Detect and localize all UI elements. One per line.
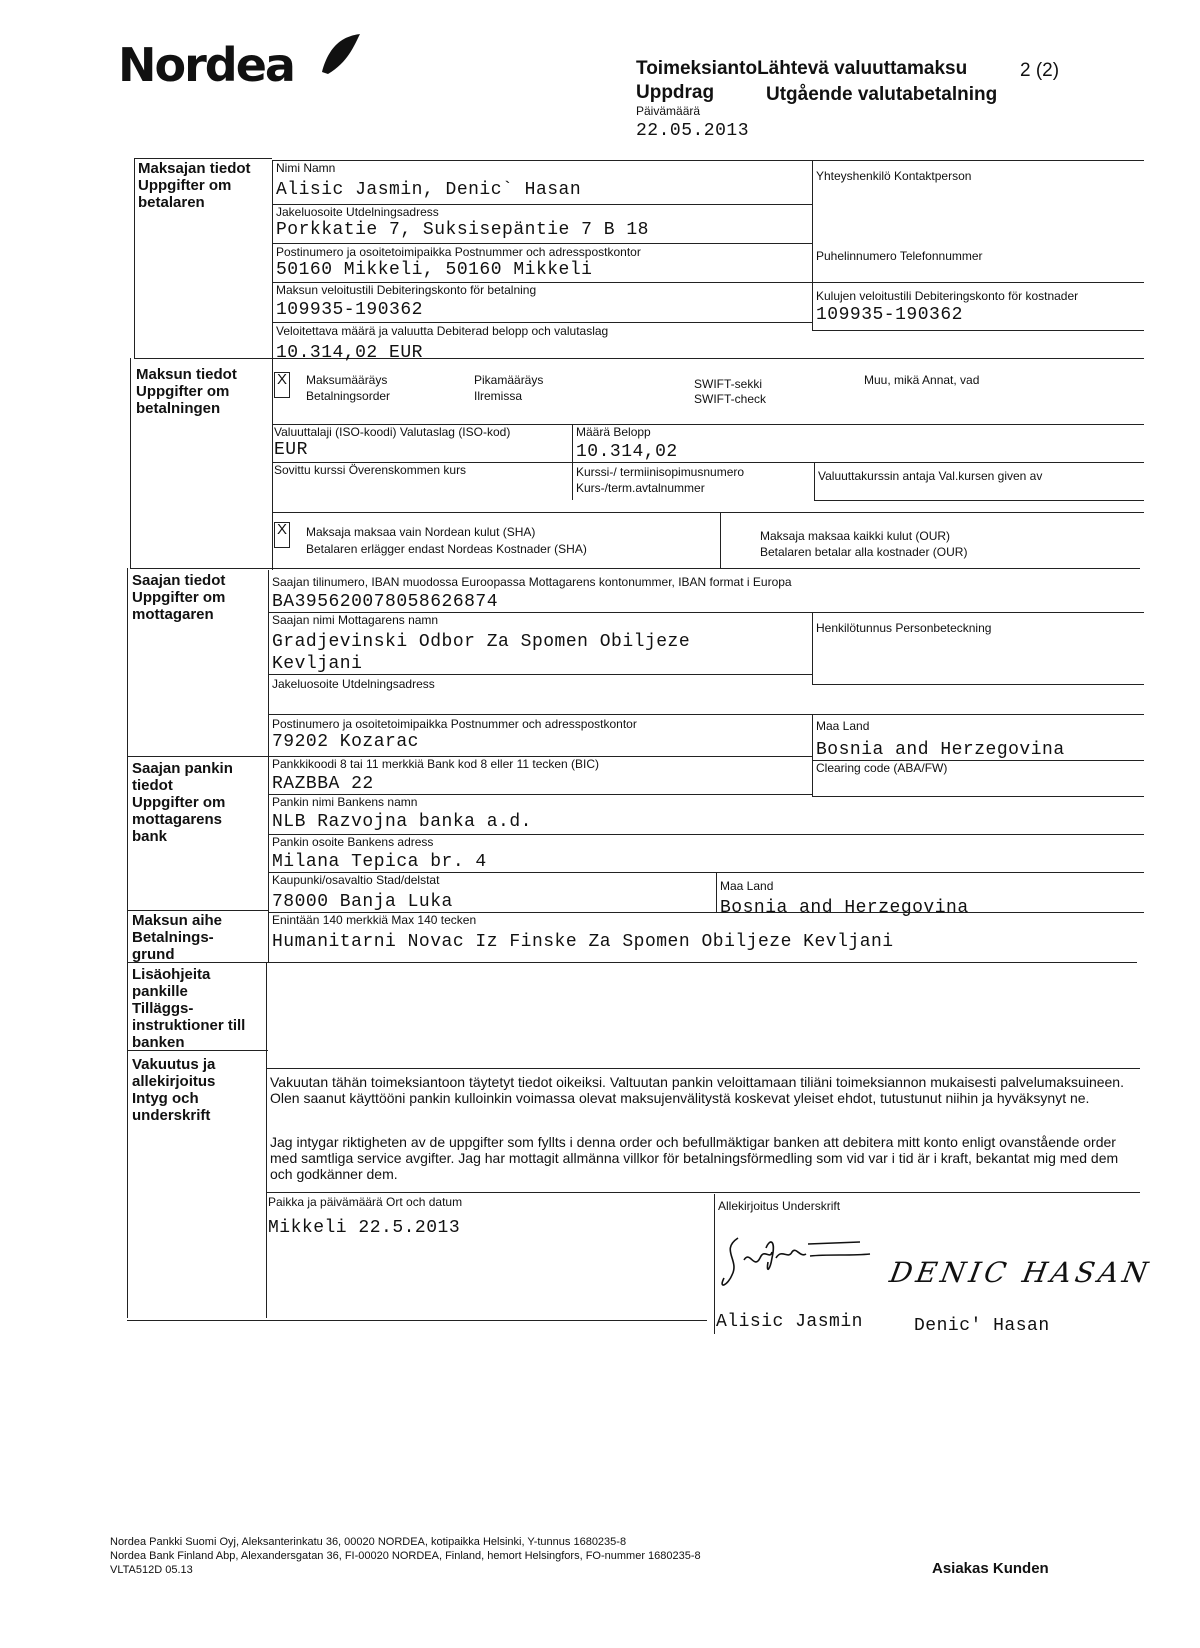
payer-postal-label: Postinumero ja osoitetoimipaikka Postnummer och adresspostkontor (276, 245, 641, 259)
signature-label-2: allekirjoitus (132, 1073, 216, 1090)
bic-label: Pankkikoodi 8 tai 11 merkkiä Bank kod 8 eller 11 tecken (BIC) (272, 757, 600, 771)
contract-label-2: Kurs-/term.avtalnummer (576, 481, 705, 495)
title-sv: Uppdrag (636, 82, 715, 103)
our-sv: Betalaren betalar alla kostnader (OUR) (760, 545, 968, 559)
signature-label: Allekirjoitus Underskrift (718, 1199, 841, 1213)
bank-country-label: Maa Land (720, 879, 774, 893)
logo-text: Nordea (118, 38, 294, 92)
currency-label: Valuuttalaji (ISO-koodi) Valutaslag (ISO-kod) (274, 425, 511, 439)
bank-label-4: mottagarens (132, 811, 223, 828)
bottom-border (127, 1320, 707, 1321)
reason-max-label: Enintään 140 merkkiä Max 140 tecken (272, 913, 477, 927)
payer-label-2: Uppgifter om (138, 177, 232, 194)
checkbox-mark: X (276, 371, 287, 388)
signature-label-1: Vakuutus ja (132, 1056, 216, 1073)
line (812, 612, 813, 684)
checkbox-mark: X (276, 521, 287, 538)
swift-sv: SWIFT-check (694, 392, 767, 406)
footer-line-1: Nordea Pankki Suomi Oyj, Aleksanterinkatu 36, 00020 NORDEA, kotipaikka Helsinki, Y-tunnus 1680235-8 (110, 1536, 627, 1548)
left-border (134, 158, 135, 358)
line (812, 796, 1144, 797)
sep-reason (127, 910, 268, 911)
bank-label-3: Uppgifter om (132, 794, 226, 811)
bank-name-value: NLB Razvojna banka a.d. (272, 812, 532, 832)
recipient-name-value-2: Kevljani (272, 654, 363, 674)
instructions-section-label (132, 966, 245, 1051)
handwritten-signature-2: DENIC HASAN (887, 1256, 1155, 1289)
payment-section-label (136, 366, 237, 417)
reason-label-1: Maksun aihe (132, 912, 223, 929)
clearing-code-label: Clearing code (ABA/FW) (816, 761, 948, 775)
payer-label-3: betalaren (138, 194, 205, 211)
left-border-2 (130, 358, 131, 568)
recipient-label-2: Uppgifter om (132, 589, 226, 606)
footer-line-3: VLTA512D 05.13 (110, 1564, 193, 1576)
payer-address-value: Porkkatie 7, Suksisepäntie 7 B 18 (276, 220, 649, 240)
payer-postal-value: 50160 Mikkeli, 50160 Mikkeli (276, 260, 593, 280)
reason-label-3: grund (132, 946, 175, 963)
payment-amount-label: Määrä Belopp (576, 425, 651, 439)
bank-label-2: tiedot (132, 777, 173, 794)
cost-account-label: Kulujen veloitustili Debiteringskonto för kostnader (816, 289, 1079, 303)
sha-sv: Betalaren erlägger endast Nordeas Kostnader (SHA) (306, 542, 587, 556)
city-value: 78000 Banja Luka (272, 892, 453, 912)
recipient-name-label: Saajan nimi Mottagarens namn (272, 613, 439, 627)
line (812, 714, 813, 796)
date-value: 22.05.2013 (636, 121, 750, 141)
line (716, 872, 717, 912)
sha-checkbox[interactable] (274, 522, 290, 548)
document-title (636, 58, 967, 80)
signature-section-label (132, 1056, 215, 1124)
payment-label-1: Maksun tiedot (136, 366, 237, 383)
sha-fi: Maksaja maksaa vain Nordean kulut (SHA) (306, 525, 536, 539)
instructions-label-1: Lisäohjeita (132, 966, 211, 983)
order-fi: Maksumääräys (306, 373, 388, 387)
express-sv: Ilremissa (474, 389, 523, 403)
bank-address-label: Pankin osoite Bankens adress (272, 835, 434, 849)
line (812, 330, 1144, 331)
nordea-sail-icon (316, 32, 362, 78)
left-border-3 (127, 568, 128, 1318)
footer-line-2: Nordea Bank Finland Abp, Alexandersgatan 36, FI-00020 NORDEA, Finland, hemort Helsingfors, FO-nummer 1680235-8 (110, 1550, 701, 1562)
nordea-logo (118, 38, 294, 92)
signature-label-4: underskrift (132, 1107, 211, 1124)
line (814, 500, 1144, 501)
title-fi-2: Lähtevä valuuttamaksu (757, 58, 968, 79)
reason-value: Humanitarni Novac Iz Finske Za Spomen Obiljeze Kevljani (272, 932, 894, 952)
other-label: Muu, mikä Annat, vad (864, 373, 980, 387)
express-fi: Pikamääräys (474, 373, 544, 387)
handwritten-signature-1 (710, 1230, 880, 1310)
phone-label: Puhelinnumero Telefonnummer (816, 249, 983, 263)
debit-account-label: Maksun veloitustili Debiteringskonto för betalning (276, 283, 537, 297)
personal-id-label: Henkilötunnus Personbeteckning (816, 621, 992, 635)
recipient-address-label: Jakeluosoite Utdelningsadress (272, 677, 435, 691)
recipient-name-value-1: Gradjevinski Odbor Za Spomen Obiljeze (272, 632, 691, 652)
line (272, 243, 812, 244)
reason-label-2: Betalnings- (132, 929, 214, 946)
contract-label-1: Kurssi-/ termiinisopimusnumero (576, 465, 745, 479)
payment-amount-value: 10.314,02 (576, 442, 678, 462)
title-sv-2: Utgående valutabetalning (766, 84, 998, 105)
sep-bank (127, 756, 268, 757)
payment-label-3: betalningen (136, 400, 221, 417)
payment-label-2: Uppgifter om (136, 383, 230, 400)
bank-label-5: bank (132, 828, 168, 845)
our-fi: Maksaja maksaa kaikki kulut (OUR) (760, 529, 951, 543)
payer-name-label: Nimi Namn (276, 161, 336, 175)
instructions-label-2: pankille (132, 983, 188, 1000)
recipient-section-label (132, 572, 225, 623)
place-date-label: Paikka ja päivämäärä Ort och datum (268, 1195, 463, 1209)
line (720, 512, 721, 568)
signature-label-3: Intyg och (132, 1090, 199, 1107)
payment-order-checkbox[interactable] (274, 372, 290, 398)
line (272, 322, 812, 323)
bank-address-value: Milana Tepica br. 4 (272, 852, 487, 872)
sep-recipient (130, 568, 1140, 569)
line (272, 512, 1144, 513)
declaration-sv: Jag intygar riktigheten av de uppgifter som fyllts i denna order och befullmäktigar banken att debitera mitt konto enligt ovanstående order med samtliga service avgifter. Jag har mottagit allmänna villkor för betalningsförmedling som vid var i tid är i kraft, bekantat mig med dem och godkänner dem. (270, 1134, 1119, 1182)
instructions-label-4: instruktioner till (132, 1017, 246, 1034)
label-column-border (272, 160, 273, 570)
cost-account-value: 109935-190362 (816, 305, 963, 325)
bank-section-label (132, 760, 233, 845)
debit-amount-label: Veloitettava määrä ja valuutta Debiterad belopp och valutaslag (276, 324, 609, 338)
payer-section-label (138, 160, 251, 211)
line (268, 674, 812, 675)
iban-label: Saajan tilinumero, IBAN muodossa Euroopassa Mottagarens kontonummer, IBAN format i Europa (272, 575, 792, 589)
recipient-country-value: Bosnia and Herzegovina (816, 740, 1065, 760)
debit-account-value: 109935-190362 (276, 300, 423, 320)
currency-value: EUR (274, 440, 308, 460)
line (268, 714, 1144, 715)
line (266, 1192, 1140, 1193)
bank-label-1: Saajan pankin (132, 760, 233, 777)
signer-2-name: Denic' Hasan (914, 1316, 1050, 1336)
iban-value: BA395620078058626874 (272, 592, 499, 612)
payer-address-label: Jakeluosoite Utdelningsadress (276, 205, 439, 219)
agreed-rate-label: Sovittu kurssi Överenskommen kurs (274, 463, 467, 477)
customer-copy-label: Asiakas Kunden (932, 1560, 1049, 1577)
title-fi: Toimeksianto (636, 58, 758, 79)
bank-name-label: Pankin nimi Bankens namn (272, 795, 418, 809)
line (266, 1068, 1140, 1069)
order-sv: Betalningsorder (306, 389, 391, 403)
label-column-border-2 (268, 570, 269, 962)
city-label: Kaupunki/osavaltio Stad/delstat (272, 873, 440, 887)
declaration-fi: Vakuutan tähän toimeksiantoon täytetyt tiedot oikeiksi. Valtuutan pankin veloittamaan tiliäni toimeksiannon mukaisesti palvelumaksuineen. Olen saanut käyttööni pankin kulloinkin voimassa olevat maksujenvälitystä koskevat yleiset ehdot, tutustunut niihin ja hyväksynyt ne. (270, 1074, 1124, 1106)
bank-country-value: Bosnia and Herzegovina (720, 898, 969, 918)
recipient-postal-label: Postinumero ja osoitetoimipaikka Postnummer och adresspostkontor (272, 717, 637, 731)
signer-1-name: Alisic Jasmin (716, 1312, 863, 1332)
instructions-label-5: banken (132, 1034, 185, 1051)
payer-name-value: Alisic Jasmin, Denic` Hasan (276, 180, 582, 200)
reason-section-label (132, 912, 222, 963)
sep-instructions (127, 962, 1137, 963)
line (814, 462, 815, 500)
sep-top (134, 158, 272, 159)
payer-right-divider (812, 160, 813, 330)
swift-fi: SWIFT-sekki (694, 377, 762, 391)
instructions-label-3: Tilläggs- (132, 1000, 194, 1017)
payer-label-1: Maksajan tiedot (138, 160, 251, 177)
sep-top-right (272, 160, 1144, 161)
rate-giver-label: Valuuttakurssin antaja Val.kursen given av (818, 469, 1043, 483)
recipient-country-label: Maa Land (816, 719, 870, 733)
label-column-border-3 (266, 962, 267, 1318)
bic-value: RAZBBA 22 (272, 774, 374, 794)
page-number: 2 (2) (1020, 60, 1060, 81)
contact-person-label: Yhteyshenkilö Kontaktperson (816, 169, 972, 183)
line (812, 684, 1144, 685)
recipient-postal-value: 79202 Kozarac (272, 732, 419, 752)
debit-amount-value: 10.314,02 EUR (276, 343, 423, 363)
recipient-label-3: mottagaren (132, 606, 214, 623)
date-label: Päivämäärä (636, 104, 701, 118)
recipient-label-1: Saajan tiedot (132, 572, 226, 589)
place-date-value: Mikkeli 22.5.2013 (268, 1218, 461, 1238)
